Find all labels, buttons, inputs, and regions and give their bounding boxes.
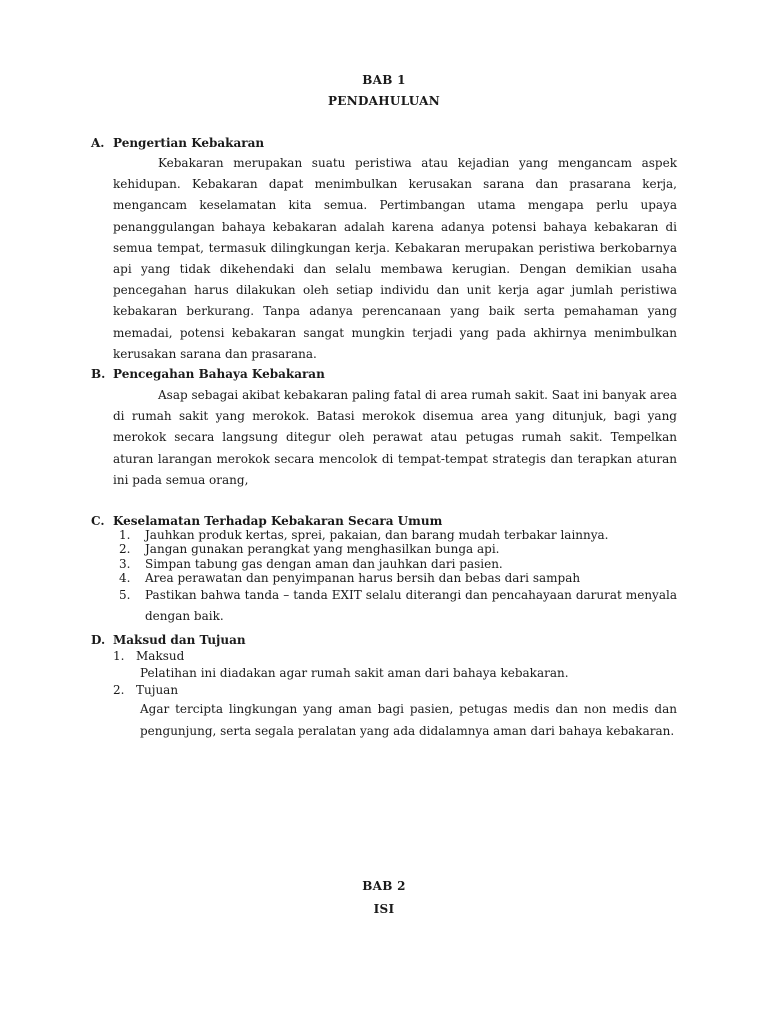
- chapter-label: BAB 1: [362, 73, 406, 87]
- section-letter-a: A.: [91, 136, 105, 150]
- section-heading-c: [91, 514, 442, 528]
- list-text: Simpan tabung gas dengan aman dan jauhkan dari pasien.: [145, 556, 503, 571]
- section-heading-b: [91, 367, 325, 381]
- list-number: 2.: [119, 542, 131, 557]
- list-text: Jauhkan produk kertas, sprei, pakaian, dan barang mudah terbakar lainnya.: [145, 528, 609, 542]
- section-title-a: Pengertian Kebakaran: [113, 136, 265, 150]
- list-text: Jangan gunakan perangkat yang menghasilkan bunga api.: [145, 542, 500, 557]
- chapter-title-2: ISI: [373, 902, 395, 916]
- section-letter-b: B.: [91, 367, 106, 381]
- section-title-d: Maksud dan Tujuan: [113, 633, 246, 647]
- section-heading-d: [91, 633, 246, 647]
- sublist-label: Tujuan: [136, 683, 179, 697]
- list-text: Pastikan bahwa tanda – tanda EXIT selalu diterangi dan pencahayaan darurat menyala dengan baik.: [145, 588, 677, 624]
- sublist-number: 2.: [113, 683, 125, 697]
- section-title-c: Keselamatan Terhadap Kebakaran Secara Umum: [113, 514, 443, 528]
- purpose-list: [113, 648, 677, 742]
- paragraph-text-a: Kebakaran merupakan suatu peristiwa atau kejadian yang mengancam aspek kehidupan. Kebakaran dapat menimbulkan kerusakan sarana dan prasarana kerja, mengancam keselamatan kita semua. Pertimbangan utama mengapa perlu upaya penanggulangan bahaya kebakaran adalah karena adanya potensi bahaya kebakaran di semua tempat, termasuk dilingkungan kerja. Kebakaran merupakan peristiwa berkobarnya api yang tidak dikehendaki dan selalu membawa kerugian. Dengan demikian usaha pencegahan harus dilakukan oleh setiap individu dan unit kerja agar jumlah peristiwa kebakaran berkurang. Tanpa adanya perencanaan yang baik serta pemahaman yang memadai, potensi kebakaran sangat mungkin terjadi yang pada akhirnya menimbulkan kerusakan sarana dan prasarana.: [113, 156, 677, 361]
- safety-list: [113, 528, 677, 627]
- sublist-body: Agar tercipta lingkungan yang aman bagi pasien, petugas medis dan non medis dan pengunjung, serta segala peralatan yang ada didalamnya aman dari bahaya kebakaran.: [140, 702, 677, 738]
- list-item: [113, 585, 677, 627]
- list-number: 5.: [119, 588, 131, 603]
- chapter-title: PENDAHULUAN: [327, 94, 441, 108]
- section-letter-c: C.: [91, 514, 105, 528]
- section-title-b: Pencegahan Bahaya Kebakaran: [113, 367, 325, 381]
- paragraph-text-b: Asap sebagai akibat kebakaran paling fatal di area rumah sakit. Saat ini banyak area di rumah sakit yang merokok. Batasi merokok disemua area yang ditunjuk, bagi yang merokok secara langsung ditegur oleh perawat atau petugas rumah sakit. Tempelkan aturan larangan merokok secara mencolok di tempat-tempat strategis dan terapkan aturan ini pada semua orang,: [113, 388, 677, 487]
- sublist-number: 1.: [113, 649, 125, 663]
- list-number: 4.: [119, 570, 131, 585]
- list-item: [113, 571, 677, 585]
- sublist-item-maksud: [113, 648, 677, 665]
- list-number: 1.: [119, 528, 131, 542]
- section-letter-d: D.: [91, 633, 106, 647]
- list-text: Area perawatan dan penyimpanan harus bersih dan bebas dari sampah: [145, 570, 581, 585]
- sublist-label: Maksud: [136, 649, 185, 663]
- sublist-item-tujuan: [113, 682, 677, 699]
- sublist-body: Pelatihan ini diadakan agar rumah sakit aman dari bahaya kebakaran.: [140, 666, 569, 680]
- chapter-label-2: BAB 2: [362, 879, 406, 893]
- section-paragraph-a: [113, 153, 677, 365]
- section-paragraph-b: [113, 385, 677, 491]
- list-item: [113, 542, 677, 556]
- section-heading-a: [91, 136, 264, 150]
- list-item: [113, 557, 677, 571]
- list-item: [113, 528, 677, 542]
- list-number: 3.: [119, 556, 131, 571]
